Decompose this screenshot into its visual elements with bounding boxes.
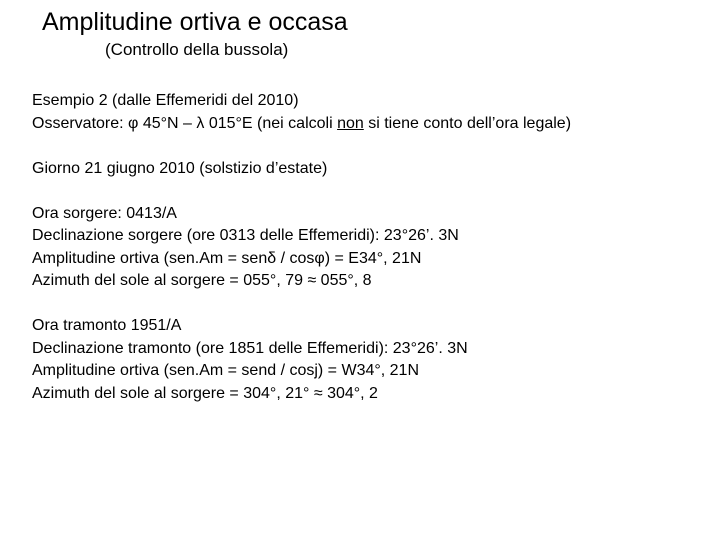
observer-prefix: Osservatore: φ 45°N – λ 015°E (nei calcoli [32,114,338,132]
sunset-amplitude: Amplitudine ortiva (sen.Am = send / cosj) = W34°, 21N [32,362,420,379]
sunrise-amplitude: Amplitudine ortiva (sen.Am = senδ / cosφ) = E34°, 21N [32,249,422,267]
example-heading: Esempio 2 (dalle Effemeridi del 2010) [32,92,299,109]
observer-suffix: si tiene conto dell’ora legale) [363,114,572,132]
sunset-declination: Declinazione tramonto (ore 1851 delle Effemeridi): 23°26’. 3N [32,339,468,357]
sunrise-declination: Declinazione sorgere (ore 0313 delle Effemeridi): 23°26’. 3N [32,227,459,244]
page-title: Amplitudine ortiva e occasa [42,8,348,36]
page-subtitle: (Controllo della bussola) [105,40,289,59]
spacer [32,293,712,316]
content-body [32,90,712,405]
observer-line [32,113,712,136]
observer-underlined-word: non [337,114,364,132]
day-line: Giorno 21 giugno 2010 (solstizio d’estate) [32,159,328,177]
sunrise-time: Ora sorgere: 0413/A [32,204,177,222]
sunset-azimuth: Azimuth del sole al sorgere = 304°, 21° ≈ 304°, 2 [32,384,378,402]
spacer [32,180,712,203]
sunset-time: Ora tramonto 1951/A [32,317,182,334]
spacer [32,135,712,158]
sunrise-azimuth: Azimuth del sole al sorgere = 055°, 79 ≈ 055°, 8 [32,272,372,289]
